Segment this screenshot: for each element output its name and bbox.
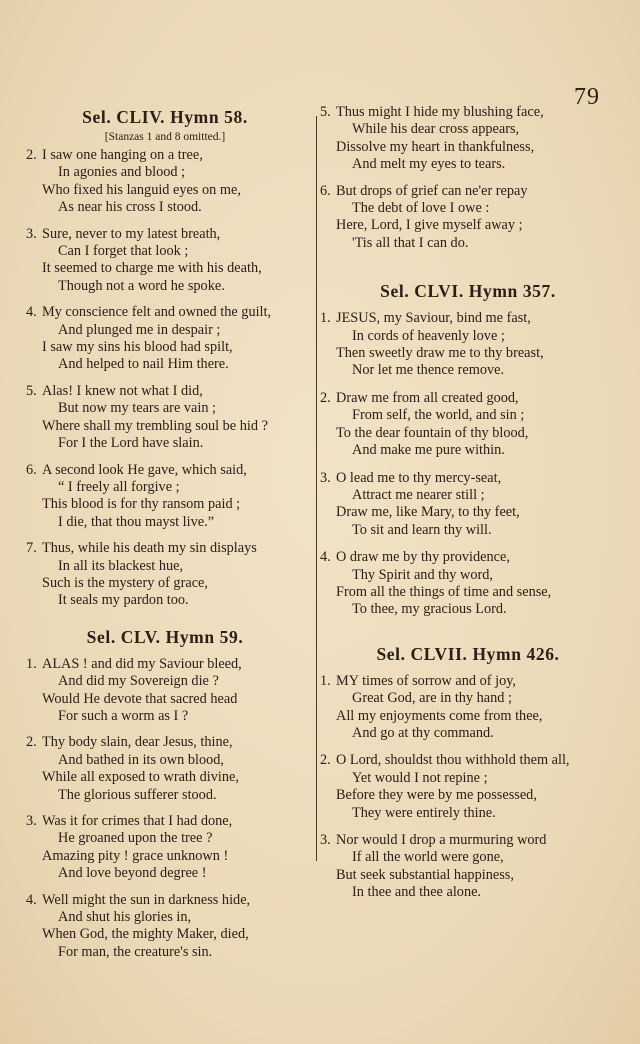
verse-line: It seals my pardon too.: [58, 592, 189, 609]
verse-line: And helped to nail Him there.: [58, 356, 229, 373]
verse-text: Nor would I drop a murmuring word: [336, 832, 547, 848]
verse-line: [24, 226, 306, 243]
verse-line: To thee, my gracious Lord.: [352, 601, 507, 618]
stanza: [318, 104, 618, 174]
page-number: 79: [574, 84, 600, 110]
verse-line: [24, 304, 306, 321]
verse-line: Yet would I not repine ;: [352, 769, 488, 786]
stanza: [318, 549, 618, 619]
verse-text: O draw me by thy providence,: [336, 549, 510, 566]
verse-line: For such a worm as I ?: [58, 707, 189, 724]
verse-line: The glorious sufferer stood.: [58, 786, 217, 803]
stanza-number: 3.: [320, 469, 331, 486]
verse-line: I saw my sins his blood had spilt,: [42, 339, 233, 356]
stanza: [24, 813, 306, 883]
hymn-section: [318, 641, 618, 902]
verse-line: [318, 183, 618, 200]
verse-line: [318, 673, 618, 690]
hymn-section: [24, 104, 306, 610]
verse-line: But now my tears are vain ;: [58, 400, 217, 417]
verse-line: Before they were by me possessed,: [336, 787, 537, 804]
stanza-number: 4.: [26, 304, 37, 321]
verse-line: Can I forget that look ;: [58, 243, 189, 260]
verse-line: In all its blackest hue,: [58, 557, 184, 574]
stanza-number: 4.: [320, 549, 331, 566]
stanza-number: 2.: [26, 734, 37, 751]
verse-line: [24, 462, 306, 479]
verse-text: O Lord, shouldst thou withhold them all,: [336, 752, 570, 769]
verse-line: And did my Sovereign die ?: [58, 673, 219, 690]
verse-line: [318, 752, 618, 769]
verse-text: A second look He gave, which said,: [42, 461, 247, 478]
verse-line: And shut his glories in,: [58, 909, 192, 926]
stanza-number: 5.: [320, 104, 331, 120]
verse-line: To the dear fountain of thy blood,: [336, 424, 529, 441]
selection-heading: Sel. CLIV. Hymn 58.: [82, 107, 248, 127]
verse-line: For man, the creature's sin.: [58, 943, 213, 960]
stanza: [24, 226, 306, 296]
stanza: [24, 147, 306, 217]
verse-line: And melt my eyes to tears.: [352, 156, 506, 173]
stanza: [24, 892, 306, 962]
stanza: [24, 462, 306, 532]
verse-line: Amazing pity ! grace unknown !: [42, 847, 229, 864]
verse-line: Thy Spirit and thy word,: [352, 566, 493, 583]
stanza: [318, 832, 618, 902]
verse-line: And bathed in its own blood,: [58, 751, 224, 768]
verse-line: From self, the world, and sin ;: [352, 407, 525, 424]
omitted-stanzas-note: [Stanzas 1 and 8 omitted.]: [104, 131, 226, 143]
stanza-number: 2.: [320, 752, 331, 769]
verse-line: For I the Lord have slain.: [58, 435, 204, 452]
stanza-number: 2.: [320, 389, 331, 406]
verse-line: “ I freely all forgive ;: [58, 478, 180, 495]
selection-heading: Sel. CLVII. Hymn 426.: [376, 643, 560, 664]
stanza: [318, 183, 618, 253]
verse-line: [24, 892, 306, 909]
verse-line: In cords of heavenly love ;: [352, 327, 505, 344]
verse-line: And plunged me in despair ;: [58, 321, 221, 338]
verse-line: He groaned upon the tree ?: [58, 830, 213, 847]
verse-line: Such is the mystery of grace,: [42, 574, 208, 591]
stanza: [318, 470, 618, 540]
stanza: [24, 734, 306, 804]
stanza-number: 1.: [320, 310, 331, 327]
verse-line: To sit and learn thy will.: [352, 521, 492, 538]
verse-text: Alas! I knew not what I did,: [42, 382, 203, 399]
verse-line: Nor let me thence remove.: [352, 362, 505, 379]
stanza-number: 7.: [26, 540, 37, 557]
verse-line: Then sweetly draw me to thy breast,: [336, 345, 544, 362]
verse-line: 'Tis all that I can do.: [352, 234, 469, 251]
verse-text: Thus might I hide my blushing face,: [336, 104, 544, 120]
verse-text: Thus, while his death my sin displays: [42, 540, 257, 557]
verse-line: [24, 813, 306, 830]
stanza-number: 6.: [320, 182, 331, 199]
verse-line: All my enjoyments come from thee,: [336, 707, 543, 724]
verse-text: ALAS ! and did my Saviour bleed,: [42, 655, 242, 672]
verse-text: O lead me to thy mercy-seat,: [336, 469, 502, 486]
verse-line: [318, 470, 618, 487]
verse-line: Attract me nearer still ;: [352, 486, 485, 503]
verse-line: And go at thy command.: [352, 724, 494, 741]
column-divider: [316, 116, 317, 861]
verse-line: If all the world were gone,: [352, 849, 504, 866]
right-column: [318, 104, 618, 902]
stanza-number: 4.: [26, 891, 37, 908]
verse-text: I saw one hanging on a tree,: [42, 147, 203, 163]
verse-line: [24, 656, 306, 673]
verse-text: MY times of sorrow and of joy,: [336, 672, 517, 689]
hymn-section: [24, 624, 306, 962]
verse-line: This blood is for thy ransom paid ;: [42, 496, 241, 513]
verse-line: Though not a word he spoke.: [58, 277, 225, 294]
verse-line: As near his cross I stood.: [58, 199, 202, 216]
verse-line: Draw me, like Mary, to thy feet,: [336, 504, 520, 521]
verse-line: And make me pure within.: [352, 442, 505, 459]
verse-line: [318, 390, 618, 407]
verse-text: Thy body slain, dear Jesus, thine,: [42, 734, 233, 751]
verse-line: Great God, are in thy hand ;: [352, 690, 512, 707]
verse-line: While all exposed to wrath divine,: [42, 769, 239, 786]
verse-text: Was it for crimes that I had done,: [42, 813, 233, 829]
verse-text: Sure, never to my latest breath,: [42, 225, 221, 242]
verse-line: [318, 549, 618, 566]
verse-line: They were entirely thine.: [352, 804, 496, 821]
verse-line: The debt of love I owe :: [352, 200, 490, 217]
verse-line: I die, that thou mayst live.”: [58, 513, 215, 530]
verse-line: [24, 147, 306, 164]
verse-text: My conscience felt and owned the guilt,: [42, 304, 272, 321]
selection-heading: Sel. CLVI. Hymn 357.: [380, 281, 556, 302]
selection-heading: Sel. CLV. Hymn 59.: [86, 626, 244, 647]
stanza: [24, 304, 306, 374]
verse-line: Where shall my trembling soul be hid ?: [42, 417, 268, 434]
verse-line: While his dear cross appears,: [352, 121, 520, 138]
verse-line: [24, 734, 306, 751]
stanza: [318, 673, 618, 743]
stanza: [24, 540, 306, 610]
stanza: [318, 752, 618, 822]
stanza-number: 5.: [26, 382, 37, 399]
stanza: [318, 390, 618, 460]
verse-line: [24, 383, 306, 400]
verse-line: In thee and thee alone.: [352, 884, 482, 901]
verse-line: Would He devote that sacred head: [42, 690, 238, 707]
verse-line: [318, 104, 618, 121]
verse-line: [318, 832, 618, 849]
left-column: [24, 104, 306, 961]
stanza-number: 3.: [320, 832, 331, 848]
stanza: [318, 310, 618, 380]
verse-line: It seemed to charge me with his death,: [42, 260, 262, 277]
stanza-number: 1.: [26, 655, 37, 672]
stanza: [24, 656, 306, 726]
stanza-number: 6.: [26, 461, 37, 478]
verse-line: Dissolve my heart in thankfulness,: [336, 138, 535, 155]
verse-line: When God, the mighty Maker, died,: [42, 926, 249, 943]
verse-line: And love beyond degree !: [58, 865, 207, 882]
verse-line: But seek substantial happiness,: [336, 866, 514, 883]
verse-line: In agonies and blood ;: [58, 164, 186, 181]
verse-text: JESUS, my Saviour, bind me fast,: [336, 310, 531, 327]
hymn-section: [318, 104, 618, 252]
stanza: [24, 383, 306, 453]
verse-line: From all the things of time and sense,: [336, 583, 552, 600]
stanza-number: 2.: [26, 147, 37, 163]
verse-line: [24, 540, 306, 557]
hymn-section: [318, 278, 618, 619]
stanza-number: 3.: [26, 225, 37, 242]
verse-line: Here, Lord, I give myself away ;: [336, 217, 523, 234]
stanza-number: 1.: [320, 672, 331, 689]
stanza-number: 3.: [26, 813, 37, 829]
verse-line: [318, 310, 618, 327]
verse-text: Well might the sun in darkness hide,: [42, 891, 251, 908]
verse-line: Who fixed his languid eyes on me,: [42, 181, 241, 198]
verse-text: Draw me from all created good,: [336, 389, 519, 406]
verse-text: But drops of grief can ne'er repay: [336, 182, 528, 199]
